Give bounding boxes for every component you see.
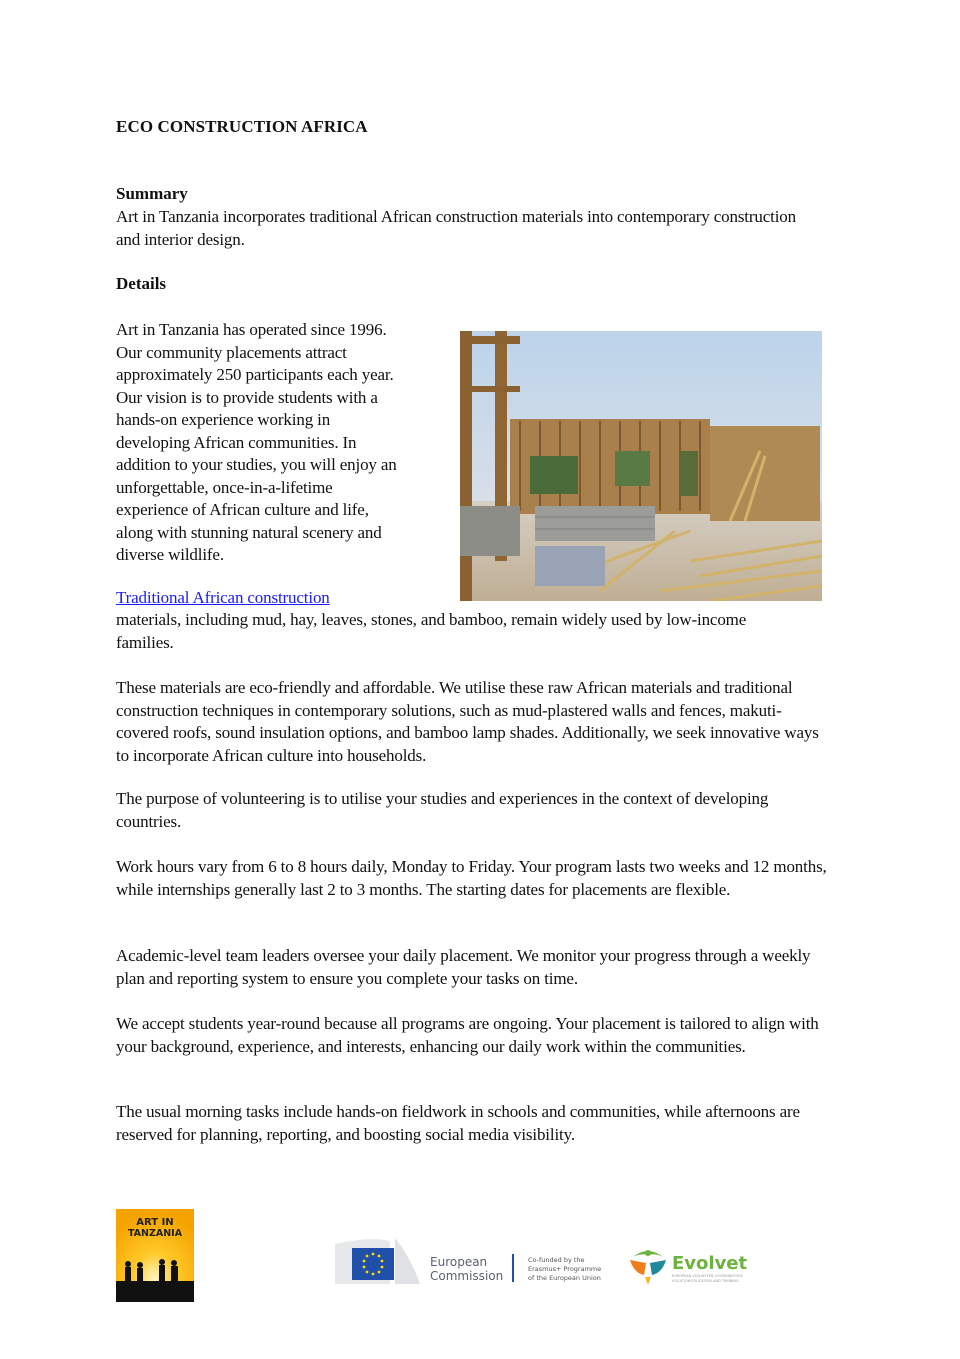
intro-line: hands-on experience working in — [116, 410, 331, 429]
intro-line: addition to your studies, you will enjoy an — [116, 455, 397, 474]
logo-line2: TANZANIA — [127, 1228, 183, 1239]
evolvet-logo — [628, 1243, 753, 1288]
intro-line: diverse wildlife. — [116, 545, 224, 564]
ec-line1: European — [430, 1255, 488, 1269]
intro-line: experience of African culture and life, — [116, 500, 369, 519]
ec-line2: Commission — [430, 1269, 504, 1283]
paragraph-work-hours: Work hours vary from 6 to 8 hours daily, Monday to Friday. Your program lasts two weeks and 12 months, while internships generally last 2 to 3 months. The starting dates for placements are flexible. — [116, 857, 827, 899]
intro-line: Art in Tanzania has operated since 1996. — [116, 320, 387, 339]
evolvet-name: Evolvet — [672, 1253, 748, 1274]
art-in-tanzania-logo — [116, 1209, 194, 1302]
paragraph-morning-tasks: The usual morning tasks include hands-on fieldwork in schools and communities, while afternoons are reserved for planning, reporting, and boosting social media visibility. — [116, 1102, 800, 1144]
intro-line: Our vision is to provide students with a — [116, 387, 378, 407]
intro-line: developing African communities. In — [116, 432, 357, 452]
paragraph-purpose: The purpose of volunteering is to utilise your studies and experiences in the context of developing countries. — [116, 789, 769, 831]
intro-line: approximately 250 participants each year. — [116, 365, 394, 384]
details-heading: Details — [116, 274, 167, 293]
document-title: ECO CONSTRUCTION AFRICA — [116, 117, 368, 136]
intro-line: along with stunning natural scenery and — [116, 522, 382, 542]
intro-line: Our community placements attract — [116, 342, 347, 362]
summary-text: Art in Tanzania incorporates traditional African construction materials into contemporary construction and interior design. — [116, 207, 796, 249]
intro-line: unforgettable, once-in-a-lifetime — [116, 477, 333, 497]
european-commission-logo — [330, 1236, 615, 1286]
summary-heading: Summary — [116, 184, 188, 203]
traditional-construction-link[interactable]: Traditional African construction — [116, 588, 330, 607]
construction-photo — [460, 331, 822, 601]
evolvet-sub1: EUROPEAN VOLUNTEER COORDINATORS — [672, 1274, 743, 1278]
paragraph-year-round: We accept students year-round because all programs are ongoing. Your placement is tailored to align with your background, experience, and interests, enhancing our daily work within the communities. — [116, 1014, 819, 1056]
intro-paragraph — [116, 319, 451, 567]
ec-cofunded-1: Co-funded by the — [528, 1256, 585, 1264]
ec-cofunded-2: Erasmus+ Programme — [528, 1265, 602, 1273]
link-line — [116, 587, 846, 610]
logo-line1: ART IN — [136, 1217, 174, 1228]
evolvet-sub2: VOCATION EDUCATION AND TRAINING — [672, 1279, 739, 1283]
paragraph-eco-friendly: These materials are eco-friendly and affordable. We utilise these raw African materials and traditional construction techniques in contemporary solutions, such as mud-plastered walls and fences, makuti-covered roofs, sound insulation options, and bamboo lamp shades. Additionally, we seek innovative ways to incorporate African culture into households. — [116, 678, 819, 765]
paragraph-materials: materials, including mud, hay, leaves, stones, and bamboo, remain widely used by low-income families. — [116, 610, 747, 652]
bamboo-construction-site-photo — [460, 331, 822, 601]
ec-cofunded-3: of the European Union — [528, 1274, 601, 1282]
paragraph-team-leaders: Academic-level team leaders oversee your daily placement. We monitor your progress through a weekly plan and reporting system to ensure you complete your tasks on time. — [116, 946, 811, 988]
